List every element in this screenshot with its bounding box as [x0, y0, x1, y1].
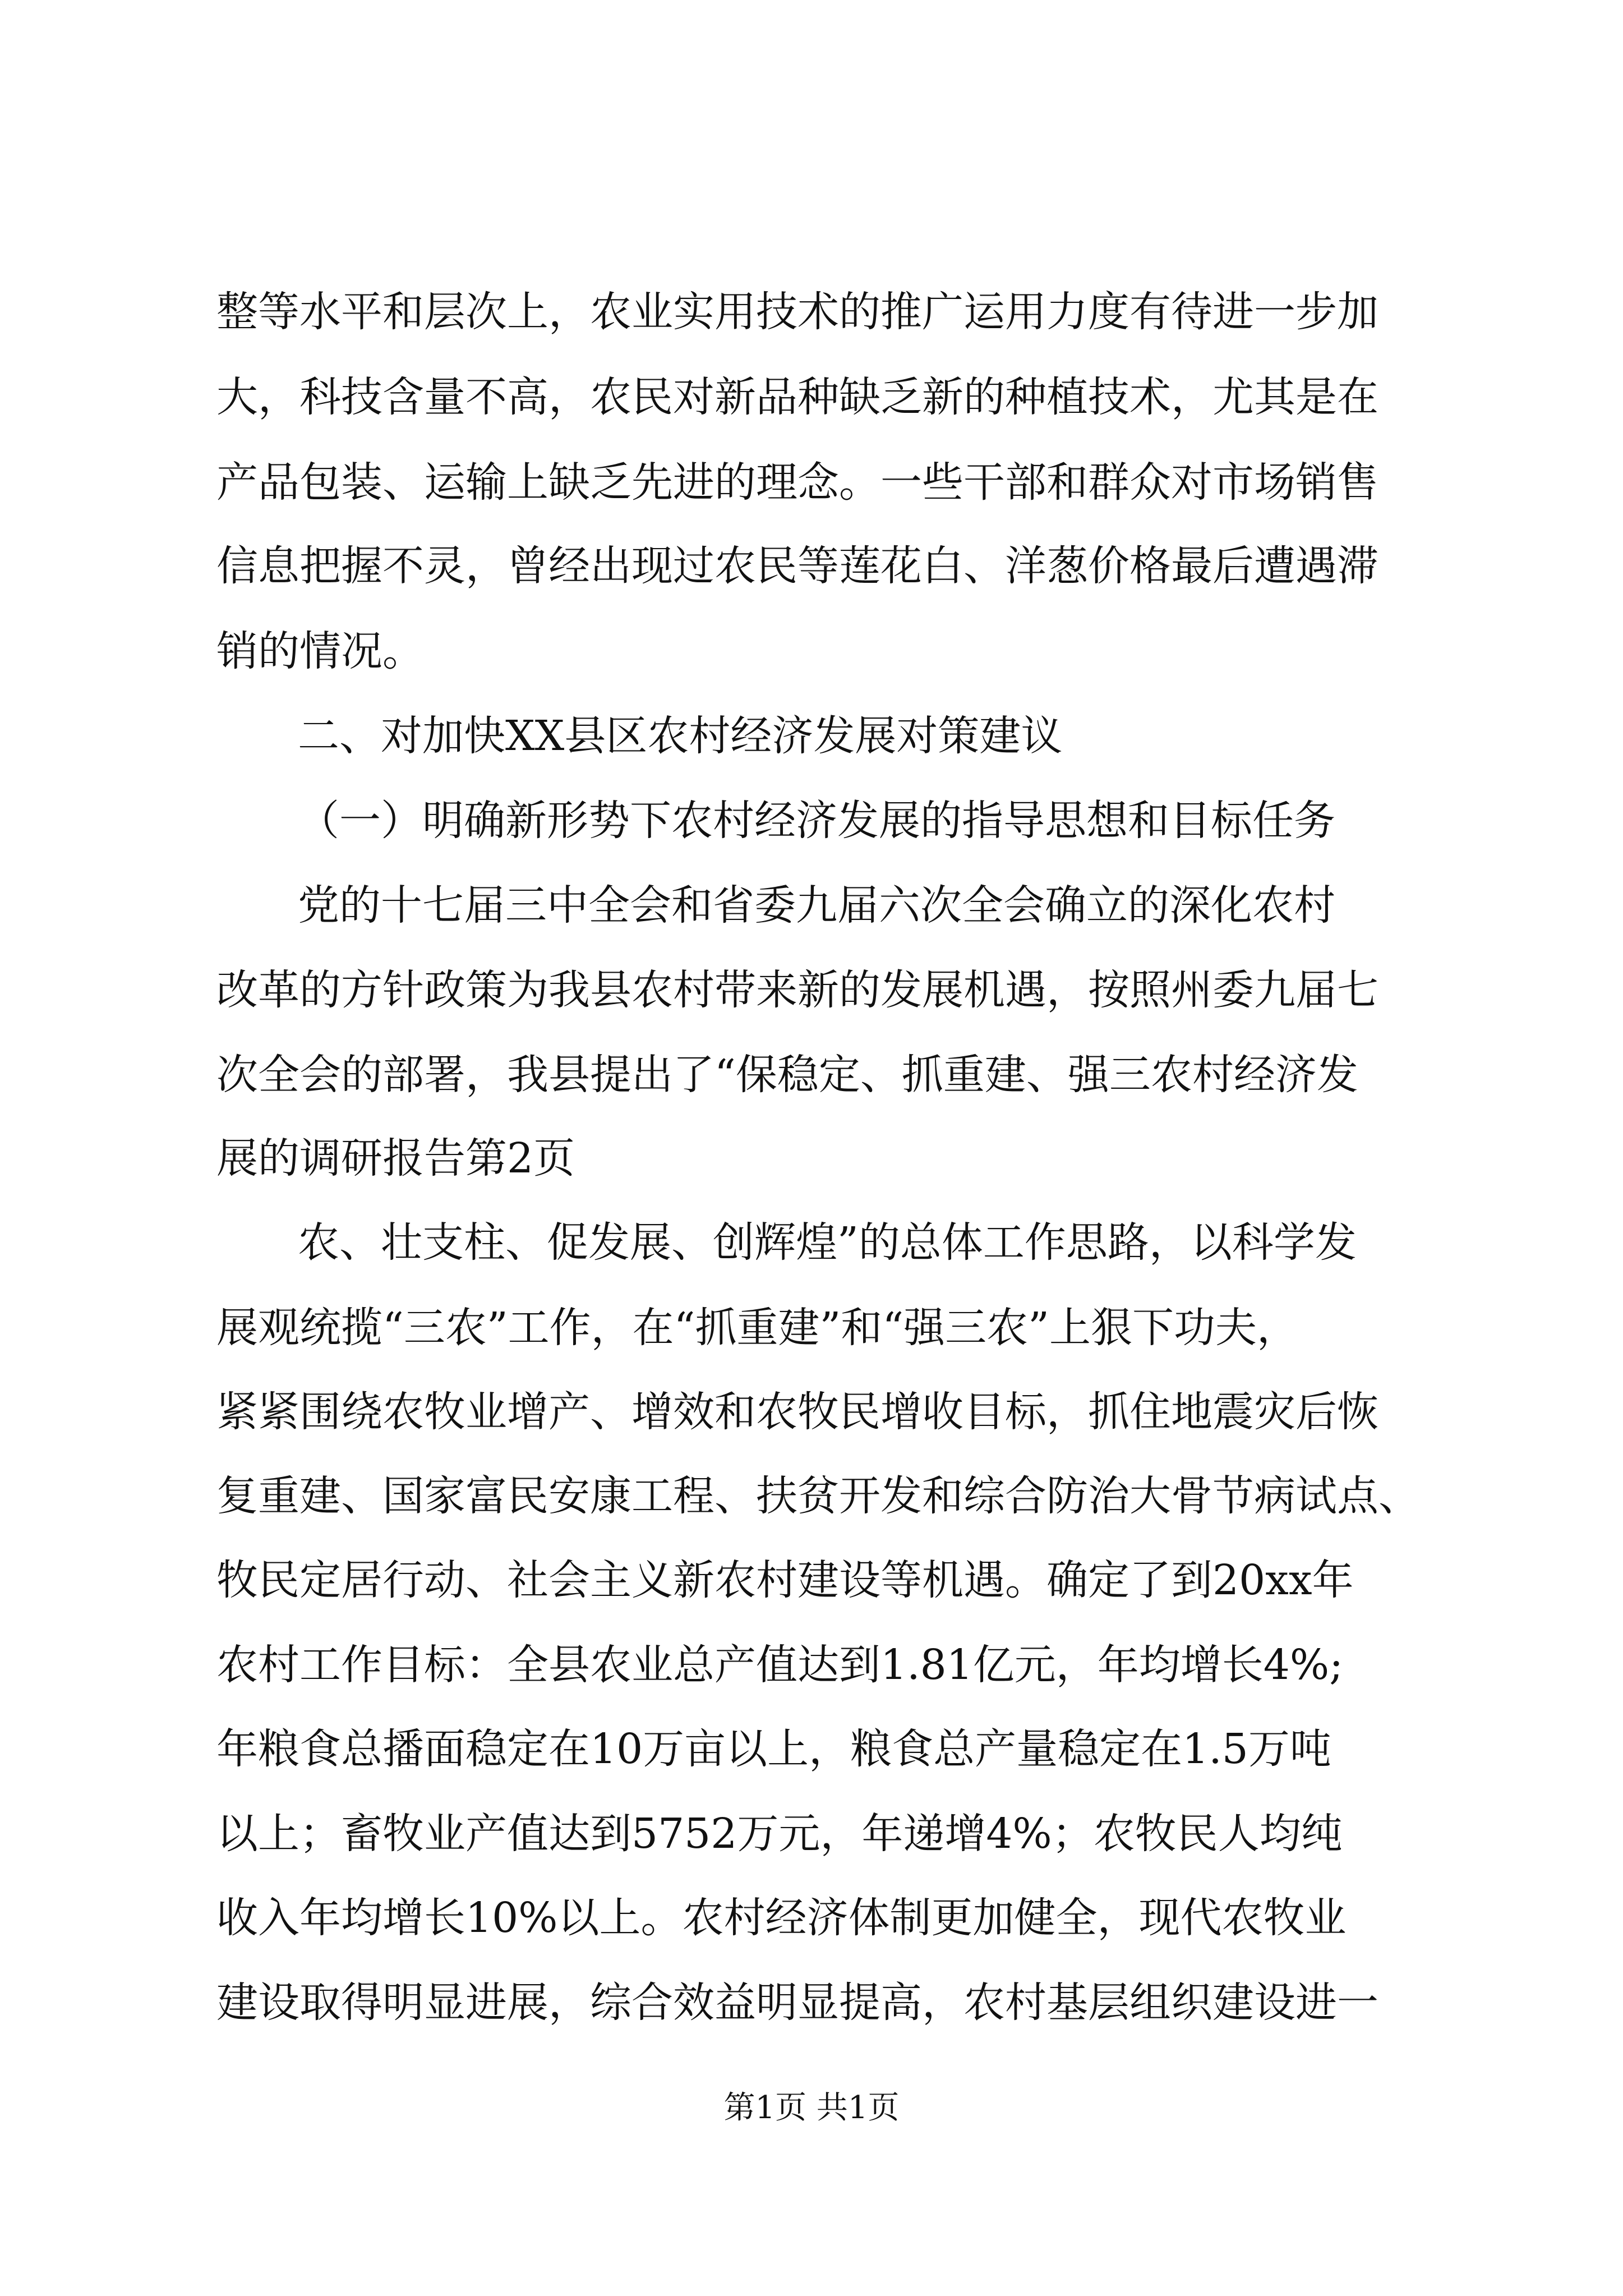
- text-line: 改革的方针政策为我县农村带来新的发展机遇，按照州委九届七: [216, 966, 1378, 1014]
- page-footer: 第1页 共1页: [723, 2090, 900, 2126]
- text-line: 农村工作目标：全县农业总产值达到1.81亿元，年均增长4%;: [216, 1641, 1344, 1689]
- text-line: 紧紧围绕农牧业增产、增效和农牧民增收目标，抓住地震灾后恢: [216, 1388, 1378, 1436]
- text-line: 产品包装、运输上缺乏先进的理念。一些干部和群众对市场销售: [216, 458, 1378, 507]
- text-line: 农、壮支柱、促发展、创辉煌”的总体工作思路，以科学发: [298, 1218, 1357, 1267]
- text-line: 牧民定居行动、社会主义新农村建设等机遇。确定了到20xx年: [216, 1556, 1354, 1604]
- text-line: 年粮食总播面稳定在10万亩以上，粮食总产量稳定在1.5万吨: [216, 1725, 1331, 1773]
- text-line: 党的十七届三中全会和省委九届六次全会确立的深化农村: [298, 881, 1335, 930]
- text-line: 以上；畜牧业产值达到5752万元，年递增4%；农牧民人均纯: [216, 1810, 1343, 1858]
- text-line: 建设取得明显进展，综合效益明显提高，农村基层组织建设进一: [216, 1978, 1378, 2027]
- text-line: 次全会的部署，我县提出了“保稳定、抓重建、强三农村经济发: [216, 1051, 1358, 1099]
- text-line: 收入年均增长10%以上。农村经济体制更加健全，现代农牧业: [216, 1894, 1347, 1942]
- text-line: 销的情况。: [216, 627, 424, 675]
- text-line: 信息把握不灵，曾经出现过农民等莲花白、洋葱价格最后遭遇滞: [216, 542, 1378, 590]
- text-line: 大，科技含量不高，农民对新品种缺乏新的种植技术，尤其是在: [216, 373, 1378, 421]
- text-line: 整等水平和层次上，农业实用技术的推广运用力度有待进一步加: [216, 288, 1378, 336]
- subsection-heading: （一）明确新形势下农村经济发展的指导思想和目标任务: [298, 797, 1335, 845]
- text-line: 展观统揽“三农”工作，在“抓重建”和“强三农”上狠下功夫，: [216, 1304, 1298, 1352]
- text-line: 复重建、国家富民安康工程、扶贫开发和综合防治大骨节病试点、: [216, 1472, 1420, 1520]
- text-line: 展的调研报告第2页: [216, 1134, 575, 1182]
- section-heading: 二、对加快XX县区农村经济发展对策建议: [298, 712, 1063, 760]
